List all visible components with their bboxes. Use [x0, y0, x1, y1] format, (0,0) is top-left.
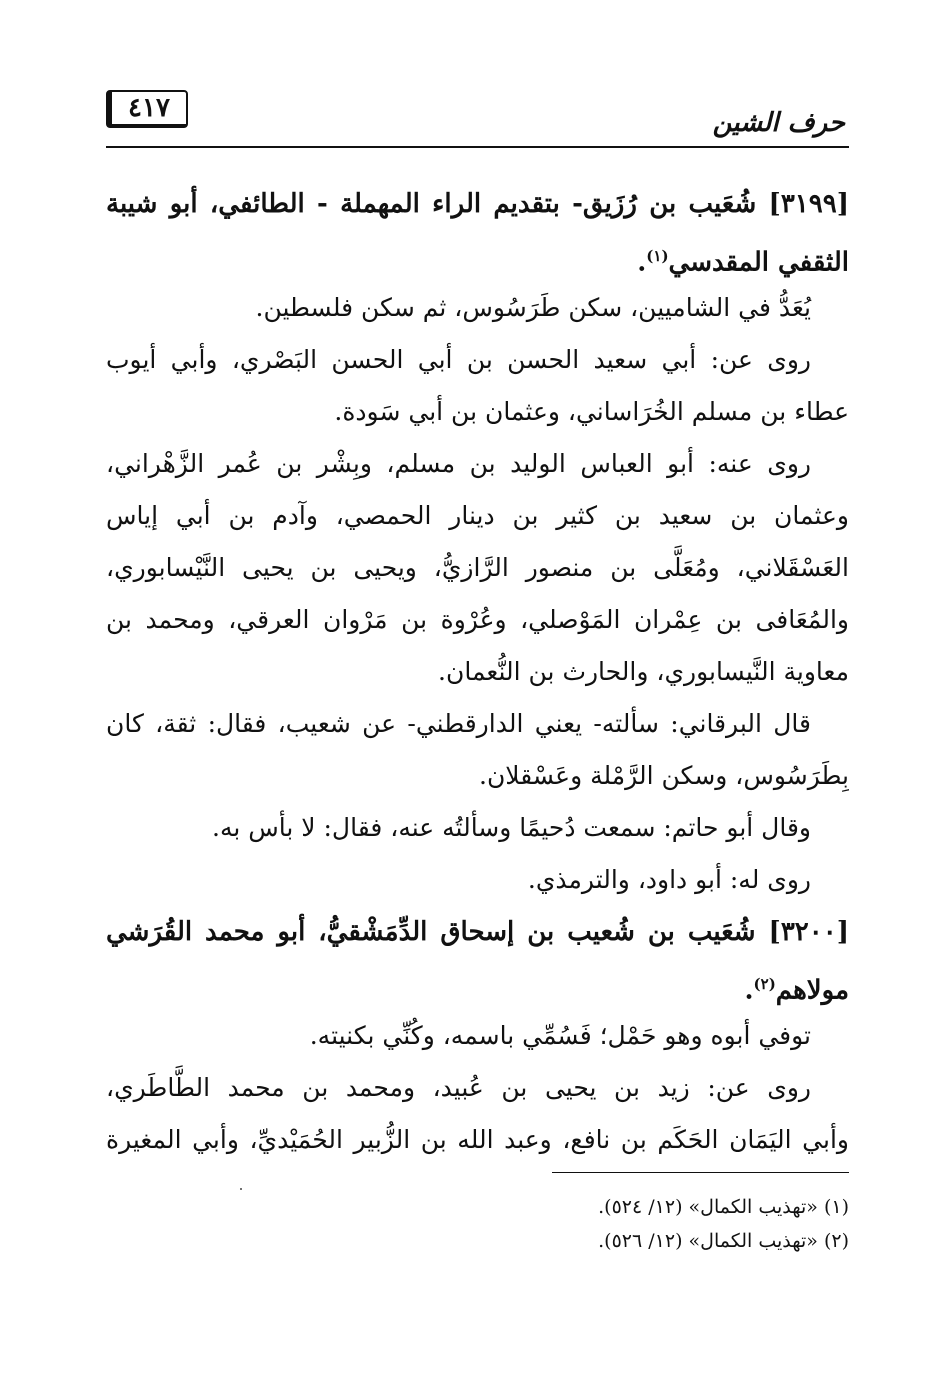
text-line: قال البرقاني: سألته- يعني الدارقطني- عن شعيب، فقال: ثقة، كان	[106, 709, 811, 738]
entry-heading-3199: [٣١٩٩] شُعَيب بن رُزَيق- بتقديم الراء المهملة - الطائفي، أبو شيبة	[106, 189, 849, 219]
header-rule	[106, 146, 849, 148]
text-line: وعثمان بن سعيد بن كثير بن دينار الحمصي، وآدم بن أبي إياس	[106, 501, 849, 530]
text-line: يُعَدُّ في الشاميين، سكن طَرَسُوس، ثم سكن فلسطين.	[255, 293, 811, 322]
entry-heading-3200-cont	[106, 958, 849, 1010]
text-line: والمُعَافى بن عِمْران المَوْصلي، وعُرْوة بن مَرْوان العرقي، ومحمد بن	[106, 605, 849, 634]
text-line: معاوية النَّيسابوري، والحارث بن النُّعمان.	[438, 657, 849, 686]
footnote-2: (٢) «تهذيب الكمال» (١٢/ ٥٢٦).	[598, 1230, 849, 1252]
text-line: العَسْقَلاني، ومُعَلَّى بن منصور الرَّازيُّ، ويحيى بن يحيى النَّيْسابوري،	[106, 553, 849, 582]
footnote-ref-1: (١)	[646, 247, 669, 265]
text-line: روى عنه: أبو العباس الوليد بن مسلم، وبِشْر بن عُمر الزَّهْراني،	[106, 449, 811, 478]
text-line: روى عن: أبي سعيد الحسن بن أبي الحسن البَصْري، وأبي أيوب	[106, 345, 811, 374]
text-line: عطاء بن مسلم الخُرَاساني، وعثمان بن أبي سَودة.	[334, 397, 849, 426]
page-number-box	[106, 90, 188, 128]
page-number: ٤١٧	[128, 93, 170, 123]
footnote-ref-2: (٢)	[753, 975, 776, 993]
heading-period: .	[744, 975, 754, 1006]
footnotes	[106, 1190, 849, 1258]
text-line: توفي أبوه وهو حَمْل؛ فَسُمِّي باسمه، وكُنِّي بكنيته.	[309, 1021, 811, 1050]
entry-heading-3200: [٣٢٠٠] شُعَيب بن شُعيب بن إسحاق الدِّمَشْقيُّ، أبو محمد القُرَشي	[106, 917, 849, 947]
footnote-1: (١) «تهذيب الكمال» (١٢/ ٥٢٤).	[598, 1196, 849, 1218]
text-line: وقال أبو حاتم: سمعت دُحيمًا وسألتُه عنه، فقال: لا بأس به.	[212, 813, 811, 842]
text-line: روى له: أبو داود، والترمذي.	[527, 865, 811, 894]
text-line: وأبي اليَمَان الحَكَم بن نافع، وعبد الله بن الزُّبير الحُمَيْديِّ، وأبي المغيرة	[106, 1125, 849, 1154]
heading-text: مولاهم	[775, 975, 849, 1006]
running-header: حرف الشين	[712, 108, 845, 138]
heading-text: الثقفي المقدسي	[668, 247, 849, 278]
text-line: بِطَرَسُوس، وسكن الرَّمْلة وعَسْقلان.	[479, 761, 849, 790]
main-text	[106, 178, 849, 1166]
entry-heading-3199-cont	[106, 230, 849, 282]
text-line: روى عن: زيد بن يحيى بن عُبيد، ومحمد بن محمد الطَّاطَري،	[106, 1073, 811, 1102]
footnote-rule	[552, 1172, 849, 1173]
heading-period: .	[637, 247, 647, 278]
